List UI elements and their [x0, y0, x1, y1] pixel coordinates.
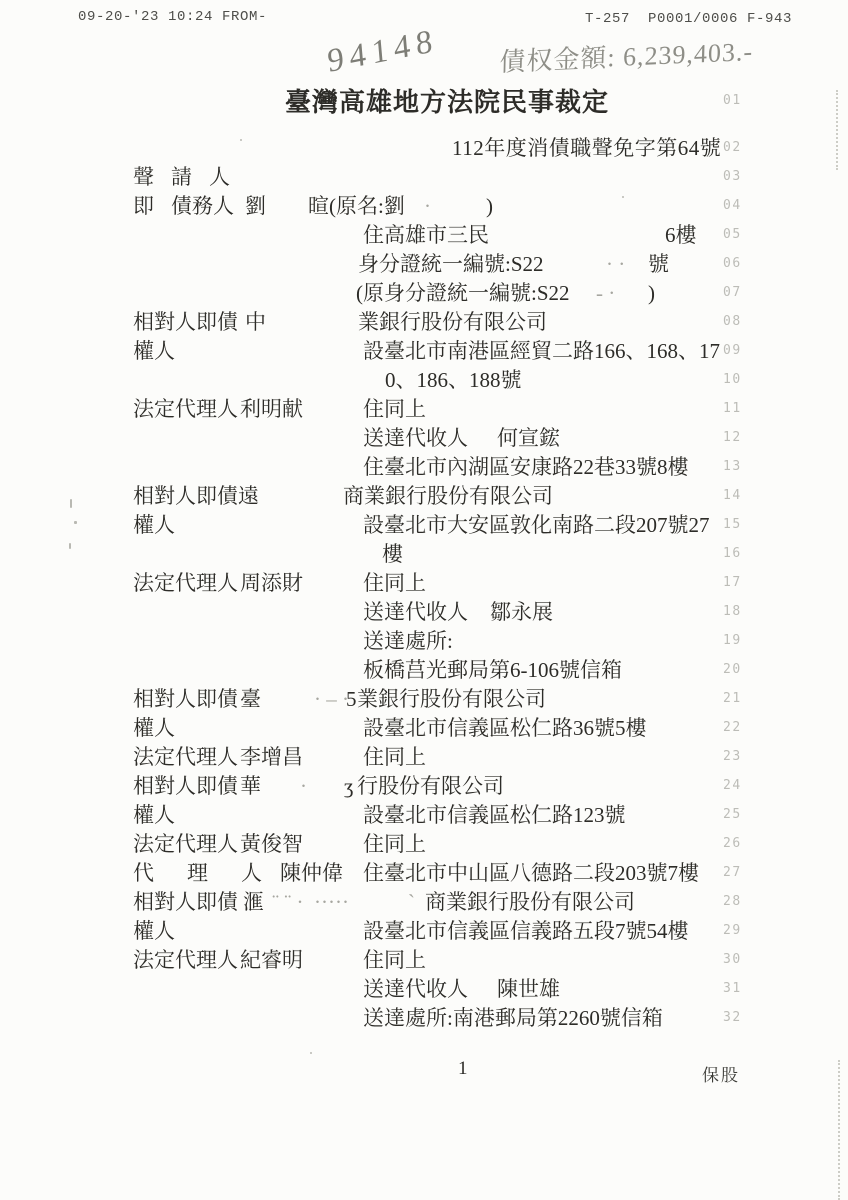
text-segment: 號: [648, 252, 669, 276]
line-number: 02: [723, 140, 742, 155]
doc-line-10: [0, 367, 848, 396]
doc-line-31: [0, 976, 848, 1005]
doc-line-15: [0, 512, 848, 541]
line-number: 21: [723, 691, 742, 706]
text-segment: 商業銀行股份有限公司: [343, 484, 553, 508]
text-segment: 住同上: [363, 832, 426, 856]
doc-line-27: [0, 860, 848, 889]
doc-line-07: [0, 280, 848, 309]
text-segment: 送達代收人: [363, 600, 468, 624]
text-segment: 住同上: [363, 571, 426, 595]
text-segment: 滙: [243, 890, 264, 914]
fax-header-right: T-257 P0001/0006 F-943: [585, 11, 793, 27]
line-number: 30: [723, 952, 742, 967]
line-number: 26: [723, 836, 742, 851]
text-segment: 設臺北市大安區敦化南路二段207號27: [363, 513, 710, 537]
text-segment: 住同上: [363, 745, 426, 769]
text-segment: 中: [245, 310, 266, 334]
text-segment: 身分證統一編號:S22: [358, 252, 544, 276]
text-segment: 業銀行股份有限公司: [357, 687, 546, 711]
text-segment: 紀睿明: [240, 948, 303, 972]
scan-speck: [310, 1052, 312, 1054]
scan-speck: [240, 139, 242, 141]
line-number: 24: [723, 778, 742, 793]
text-segment: 6樓: [665, 223, 697, 247]
text-segment: ¨ ¨ · ·····: [272, 890, 349, 914]
text-segment: 設臺北市信義區松仁路123號: [363, 803, 626, 827]
doc-line-14: [0, 483, 848, 512]
text-segment: 相對人即債: [133, 774, 238, 798]
doc-line-11: [0, 396, 848, 425]
text-segment: 樓: [382, 542, 403, 566]
line-number: 28: [723, 894, 742, 909]
text-segment: 送達代收人: [363, 426, 468, 450]
text-segment: 債務人: [171, 194, 234, 218]
line-number: 25: [723, 807, 742, 822]
text-segment: 遠: [238, 484, 259, 508]
doc-line-22: [0, 715, 848, 744]
doc-line-08: [0, 309, 848, 338]
document-title: 臺灣高雄地方法院民事裁定: [285, 88, 610, 117]
doc-line-06: [0, 251, 848, 280]
scan-speck: [622, 196, 624, 198]
doc-line-16: [0, 541, 848, 570]
text-segment: 請: [171, 165, 192, 189]
text-segment: ): [648, 281, 655, 305]
text-segment: `: [408, 890, 415, 914]
text-segment: 0、186、188號: [385, 368, 522, 392]
doc-line-01: [0, 88, 848, 117]
doc-line-32: [0, 1005, 848, 1034]
text-segment: 住臺北市內湖區安康路22巷33號8樓: [363, 455, 689, 479]
doc-line-05: [0, 222, 848, 251]
text-segment: 設臺北市南港區經貿二路166、168、17: [363, 339, 720, 363]
text-segment: 住同上: [363, 948, 426, 972]
doc-line-25: [0, 802, 848, 831]
doc-line-30: [0, 947, 848, 976]
doc-line-28: [0, 889, 848, 918]
text-segment: 暄(原名:劉: [308, 194, 405, 218]
text-segment: ‐ ·: [596, 281, 616, 305]
doc-line-04: [0, 193, 848, 222]
text-segment: 何宣鋐: [497, 426, 560, 450]
text-segment: 權人: [133, 803, 175, 827]
text-segment: 法定代理人: [133, 948, 238, 972]
text-segment: 臺: [240, 687, 261, 711]
text-segment: 相對人即債: [133, 687, 238, 711]
line-number: 06: [723, 256, 742, 271]
line-number: 27: [723, 865, 742, 880]
line-number: 04: [723, 198, 742, 213]
text-segment: 法定代理人: [133, 745, 238, 769]
text-segment: 陳仲偉: [280, 861, 343, 885]
line-number: 18: [723, 604, 742, 619]
text-segment: 法定代理人: [133, 832, 238, 856]
doc-line-12: [0, 425, 848, 454]
scan-speck: [70, 499, 72, 508]
text-segment: 權人: [133, 513, 175, 537]
text-segment: 周添財: [240, 571, 303, 595]
doc-line-02: [0, 135, 848, 164]
line-number: 01: [723, 93, 742, 108]
text-segment: (原身分證統一編號:S22: [356, 281, 570, 305]
line-number: 23: [723, 749, 742, 764]
text-segment: 住高雄市三民: [363, 223, 489, 247]
line-number: 03: [723, 169, 742, 184]
text-segment: 送達處所:: [363, 629, 453, 653]
scan-speck: [74, 521, 77, 524]
text-segment: 權人: [133, 919, 175, 943]
text-segment: 人: [241, 861, 262, 885]
line-number: 05: [723, 227, 742, 242]
text-segment: 住臺北市中山區八德路二段203號7樓: [363, 861, 699, 885]
line-number: 13: [723, 459, 742, 474]
text-segment: 送達處所:南港郵局第2260號信箱: [363, 1006, 663, 1030]
text-segment: 住同上: [363, 397, 426, 421]
handwritten-case-note: 94148: [326, 22, 440, 81]
text-segment: 黃俊智: [240, 832, 303, 856]
text-segment: 理: [187, 861, 208, 885]
doc-line-23: [0, 744, 848, 773]
line-number: 08: [723, 314, 742, 329]
line-number: 16: [723, 546, 742, 561]
text-segment: 劉: [245, 194, 266, 218]
text-segment: 華: [240, 774, 261, 798]
scan-edge-artifact: [838, 1060, 840, 1200]
scan-speck: [69, 543, 71, 549]
text-segment: ·: [424, 194, 431, 218]
handwritten-claim-amount: 債权金額: 6,239,403.-: [499, 36, 754, 78]
text-segment: 法定代理人: [133, 571, 238, 595]
line-number: 32: [723, 1010, 742, 1025]
text-segment: 相對人即債: [133, 890, 238, 914]
text-segment: 相對人即債: [133, 484, 238, 508]
line-number: 14: [723, 488, 742, 503]
doc-line-09: [0, 338, 848, 367]
text-segment: 設臺北市信義區松仁路36號5樓: [363, 716, 647, 740]
line-number: 17: [723, 575, 742, 590]
line-number: 09: [723, 343, 742, 358]
text-segment: 即: [133, 194, 154, 218]
line-number: 15: [723, 517, 742, 532]
line-number: 12: [723, 430, 742, 445]
text-segment: 利明献: [240, 397, 303, 421]
text-segment: 送達代收人: [363, 977, 468, 1001]
line-number: 31: [723, 981, 742, 996]
text-segment: 設臺北市信義區信義路五段7號54樓: [363, 919, 689, 943]
text-segment: · – ·: [314, 687, 349, 711]
text-segment: 聲: [133, 165, 154, 189]
doc-line-21: [0, 686, 848, 715]
line-number: 11: [723, 401, 742, 416]
fax-header-left: 09-20-'23 10:24 FROM-: [78, 9, 268, 25]
text-segment: 行股份有限公司: [357, 774, 504, 798]
text-segment: 權人: [133, 339, 175, 363]
text-segment: 板橋莒光郵局第6-106號信箱: [363, 658, 622, 682]
line-number: 20: [723, 662, 742, 677]
text-segment: 代: [133, 861, 154, 885]
doc-line-29: [0, 918, 848, 947]
text-segment: 5: [346, 687, 357, 711]
text-segment: · ·: [606, 252, 626, 276]
case-number: 112年度消債職聲免字第64號: [452, 136, 722, 160]
text-segment: ·: [300, 774, 307, 798]
text-segment: 人: [209, 165, 230, 189]
text-segment: 鄒永展: [490, 600, 553, 624]
doc-line-18: [0, 599, 848, 628]
doc-line-17: [0, 570, 848, 599]
line-number: 10: [723, 372, 742, 387]
line-number: 22: [723, 720, 742, 735]
text-segment: 法定代理人: [133, 397, 238, 421]
text-segment: 相對人即債: [133, 310, 238, 334]
text-segment: 商業銀行股份有限公司: [425, 890, 635, 914]
line-number: 07: [723, 285, 742, 300]
text-segment: 李增昌: [240, 745, 303, 769]
clerk-division-stamp: 保股: [702, 1066, 740, 1085]
page-number: 1: [458, 1058, 468, 1079]
line-number: 19: [723, 633, 742, 648]
line-number: 29: [723, 923, 742, 938]
text-segment: 陳世雄: [497, 977, 560, 1001]
doc-line-20: [0, 657, 848, 686]
scan-edge-artifact: [836, 90, 838, 170]
text-segment: 業銀行股份有限公司: [358, 310, 547, 334]
text-segment: ): [486, 194, 493, 218]
doc-line-24: [0, 773, 848, 802]
doc-line-03: [0, 164, 848, 193]
doc-line-19: [0, 628, 848, 657]
doc-line-26: [0, 831, 848, 860]
text-segment: 權人: [133, 716, 175, 740]
doc-line-13: [0, 454, 848, 483]
text-segment: ʒ: [344, 774, 354, 798]
